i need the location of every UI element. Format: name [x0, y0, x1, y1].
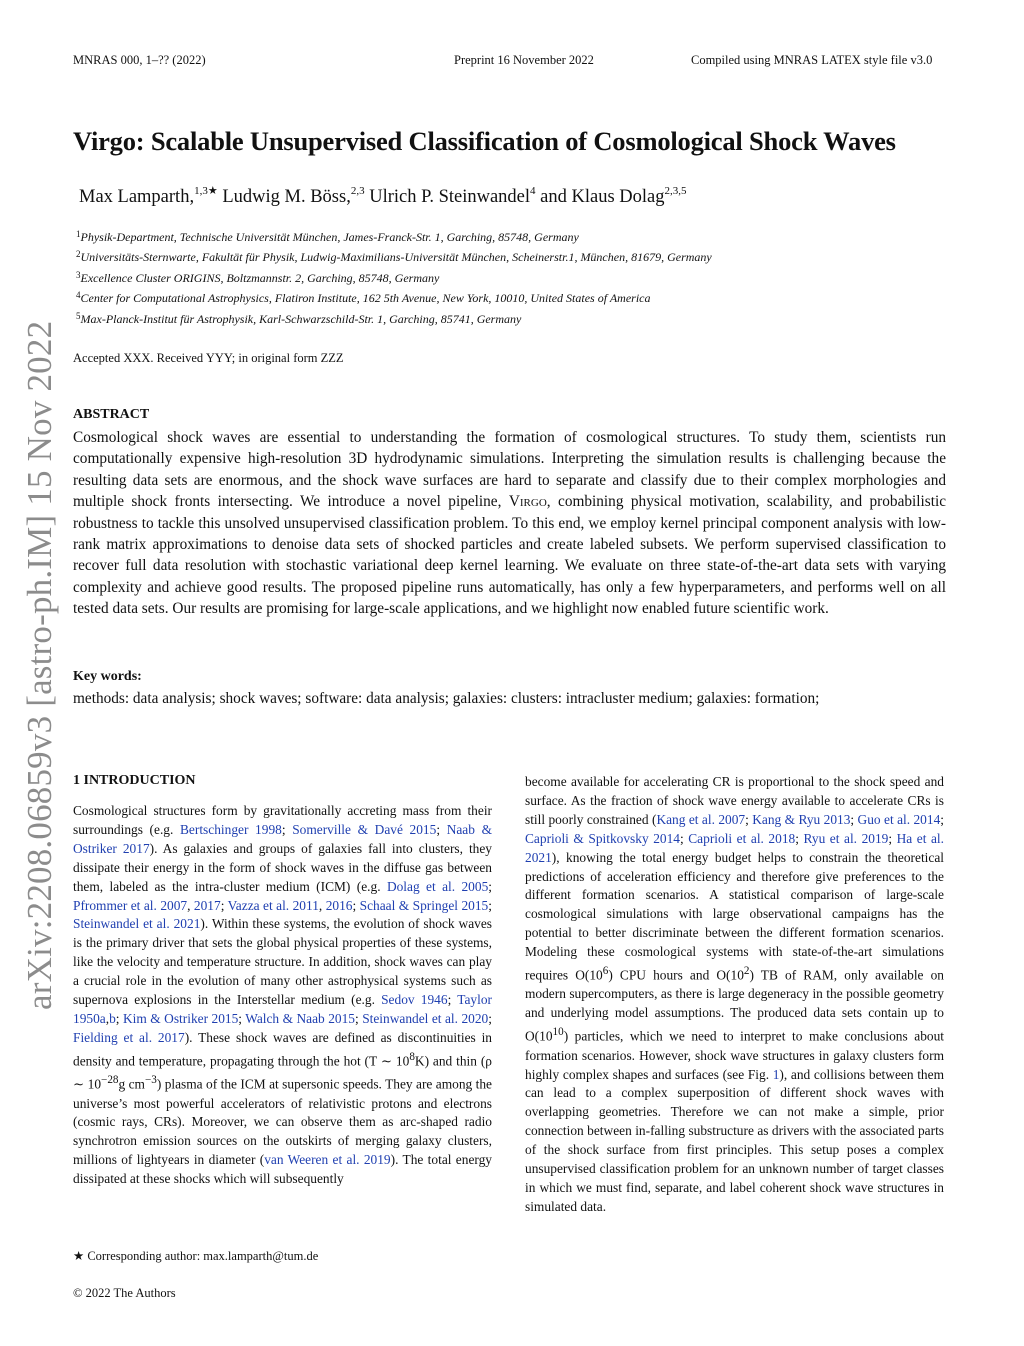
body-text: ). These shock waves are defined as discontinuities in density and temperature, propagating through the hot (T ∼ 10 [73, 1029, 493, 1069]
running-header-center: Preprint 16 November 2022 [454, 53, 594, 67]
pipeline-name: Virgo [508, 493, 547, 511]
body-text: ; [940, 811, 944, 827]
intro-left-column [73, 802, 492, 1189]
affiliation-text: Max-Planck-Institut für Astrophysik, Karl-Schwarzschild-Str. 1, Garching, 85741, Germany [80, 311, 522, 326]
body-text: ; [238, 1010, 246, 1026]
body-text: ; [352, 897, 360, 913]
affiliation [76, 226, 712, 246]
abstract-text: , combining physical motivation, scalability, and probabilistic robustness to tackle this unsolved unsupervised classification problem. To this end, we employ kernel principal component analysis with low-rank matrix approximations to denoise data sets of shocked particles and create labeled subsets. We perform supervised classification to recover full data resolution with stochastic variational deep kernel learning. We evaluate on three state-of-the-art data sets with varying complexity and achieve good results. The proposed pipeline runs automatically, has only a few hyperparameters, and performs well on all tested data sets. Our results are promising for large-scale applications, and we highlight now enabled future scientific work. [73, 493, 946, 618]
citation-link[interactable]: Bertschinger 1998 [180, 821, 282, 837]
author-list [79, 184, 687, 208]
affiliation-number: 5 [76, 310, 81, 321]
exponent: 6 [602, 965, 609, 978]
citation-link[interactable]: Dolag et al. 2005 [386, 878, 489, 894]
body-text: , [105, 1010, 110, 1026]
affiliation-text: Center for Computational Astrophysics, Flatiron Institute, 162 5th Avenue, New York, 10010, United States of America [80, 291, 651, 306]
citation-link[interactable]: 2017 [193, 897, 221, 913]
citation-link[interactable]: Kim & Ostriker 2015 [123, 1010, 239, 1026]
citation-link[interactable]: 2016 [325, 897, 353, 913]
body-text: ; [115, 1010, 123, 1026]
citation-link[interactable]: Walch & Naab 2015 [245, 1010, 355, 1026]
body-text: ; [281, 821, 293, 837]
citation-link[interactable]: Vazza et al. 2011 [227, 897, 319, 913]
running-header-right: Compiled using MNRAS LATEX style file v3.0 [691, 53, 933, 67]
body-text: ; [888, 830, 897, 846]
citation-link[interactable]: Kang et al. 2007 [656, 811, 746, 827]
body-text: ; [488, 878, 492, 894]
author-name: Ludwig M. Böss, [222, 187, 351, 207]
corresponding-author-footnote: ★ Corresponding author: max.lamparth@tum.de [73, 1249, 319, 1263]
citation-link[interactable]: Steinwandel et al. 2021 [73, 916, 201, 932]
author-name: Ulrich P. Steinwandel [369, 187, 531, 207]
author-name: Max Lamparth, [79, 187, 195, 207]
body-text: ). As galaxies and groups of galaxies fall into clusters, they dissipate their energy in the form of shock waves in the diffuse gas between them, labeled as the intra-cluster medium (ICM) (e.g. [73, 840, 492, 894]
body-text: ; [745, 811, 753, 827]
citation-link[interactable]: Caprioli et al. 2018 [688, 830, 796, 846]
exponent: −28 [101, 1074, 119, 1087]
author-affil-marker: 4 [530, 185, 536, 197]
affiliation [76, 308, 712, 328]
affiliation-text: Universitäts-Sternwarte, Fakultät für Physik, Ludwig-Maximilians-Universität München, Scheinerstr.1, München, 81679, Germany [80, 250, 712, 265]
body-text: ), knowing the total energy budget helps to constrain the theoretical predictions of acceleration efficiency and therefore give preferences to the different formation scenarios. A statistical comparison of large-scale cosmological simulations with large observational campaigns has the potential to better discriminate between the different formation scenarios. Modeling these cosmological systems with state-of-the-art simulations requires O(10 [525, 849, 944, 983]
citation-link[interactable]: Caprioli & Spitkovsky 2014 [525, 830, 680, 846]
abstract-text: Cosmological shock waves are essential to understanding the formation of cosmological structures. To study them, scientists run computationally expensive high-resolution 3D hydrodynamic simulations. Interpreting the simulation results is challenging because the resulting data sets are enormous, and the shock wave surfaces are hard to separate and classify due to their complex morphologies and multiple shock fronts intersecting. We introduce a novel pipeline, [73, 429, 946, 511]
citation-link[interactable]: Fielding et al. 2017 [73, 1029, 185, 1045]
citation-link[interactable]: Kang & Ryu 2013 [752, 811, 851, 827]
affiliation-list [76, 226, 712, 328]
intro-right-column [525, 773, 944, 1217]
body-text: K) and thin (ρ ∼ 10 [73, 1053, 492, 1092]
body-text: g cm [118, 1076, 145, 1092]
body-text: Cosmological structures form by gravitationally accreting mass from their surroundings (e.g. [73, 803, 492, 837]
body-text: ). The total energy dissipated at these shocks which will subsequently [73, 1152, 492, 1187]
body-text: ; [447, 992, 458, 1008]
citation-link[interactable]: Naab & Ostriker 2017 [73, 821, 492, 856]
copyright-notice: © 2022 The Authors [73, 1286, 176, 1300]
author-affil-marker: 1,3★ [194, 185, 218, 197]
citation-link[interactable]: Guo et al. 2014 [857, 811, 941, 827]
submission-history: Accepted XXX. Received YYY; in original form ZZZ [73, 351, 344, 365]
citation-link[interactable]: Ha et al. 2021 [525, 830, 944, 865]
affiliation-text: Excellence Cluster ORIGINS, Boltzmannstr. 2, Garching, 85748, Germany [80, 270, 440, 285]
body-text: ). Within these systems, the evolution of shock waves is the primary driver that sets the global physical properties of these systems, like the velocity and temperature structure. In addition, shock waves can play a crucial role in the evolution of many other astrophysical systems such as supernova explosions in the Interstellar medium (e.g. [73, 916, 492, 1008]
citation-link[interactable]: Taylor 1950a [73, 992, 492, 1026]
body-text: ; [488, 1010, 492, 1026]
affiliation [76, 246, 712, 266]
section-heading-introduction: 1 INTRODUCTION [73, 773, 196, 788]
affiliation-number: 3 [76, 269, 81, 280]
figure-link[interactable]: 1 [772, 1066, 780, 1082]
affiliation [76, 267, 712, 287]
body-text: become available for accelerating CR is proportional to the shock speed and surface. As the fraction of shock wave energy available to accelerate CRs is still poorly constrained ( [525, 774, 944, 827]
arxiv-side-stamp: arXiv:2208.06859v3 [astro-ph.IM] 15 Nov 2022 [20, 320, 59, 1010]
affiliation-text: Physik-Department, Technische Universität München, James-Franck-Str. 1, Garching, 85748, Germany [80, 230, 579, 244]
abstract-body [73, 427, 946, 620]
body-text: ; [354, 1010, 363, 1026]
body-text: ) particles, which we need to interpret to make conclusions about formation scenarios. However, shock wave structures in galaxy clusters form highly complex shapes and surfaces (see Fig. [525, 1028, 944, 1082]
keywords-text: methods: data analysis; shock waves; software: data analysis; galaxies: clusters: intracluster medium; galaxies: formation; [73, 690, 820, 707]
author-affil-marker: 2,3,5 [664, 185, 687, 197]
body-text: ) CPU hours and O(10 [608, 967, 744, 983]
running-header-left: MNRAS 000, 1–?? (2022) [73, 53, 206, 67]
body-text: ; [850, 811, 858, 827]
affiliation [76, 287, 712, 307]
affiliation-number: 2 [76, 249, 81, 260]
citation-link[interactable]: Ryu et al. 2019 [803, 830, 889, 846]
exponent: 8 [409, 1050, 415, 1063]
body-text: ) plasma of the ICM at supersonic speeds. They are among the universe’s most powerful accelerators of relativistic protons and electrons (cosmic rays, CRs). Moreover, we can observe them as arc-shaped radio synchrotron emission sources on the outskirts of merging galaxy clusters, millions of lightyears in diameter ( [73, 1076, 492, 1168]
body-text: ), and collisions between them can lead to a complex superposition of different shock waves with overlapping geometries. Therefore we can not make a simple, prior connection between in-falling substructure as drivers with the associated parts of the shock surface from first principles. This setup poses a complex unsupervised classification problem for an unknown number of target classes in which we must find, separate, and label coherent shock wave structures in simulated data. [525, 1066, 944, 1214]
author-affil-marker: 2,3 [350, 185, 365, 197]
citation-link[interactable]: Schaal & Springel 2015 [359, 897, 489, 913]
body-text: ; [436, 821, 447, 837]
body-text: , [318, 897, 326, 913]
citation-link[interactable]: Somerville & Davé 2015 [292, 821, 437, 837]
citation-link[interactable]: Sedov 1946 [381, 992, 448, 1008]
author-name: and Klaus Dolag [540, 187, 665, 207]
body-text: ; [220, 897, 228, 913]
exponent: 2 [743, 965, 750, 978]
body-text: ) TB of RAM, only available on modern supercomputers, as there is large degeneracy in the possible geometry and underlying model assumptions. The produced data sets contain up to O(10 [525, 967, 944, 1044]
citation-link[interactable]: b [109, 1010, 116, 1026]
body-text: ; [488, 897, 492, 913]
body-text: ; [679, 830, 689, 846]
abstract-heading: ABSTRACT [73, 407, 150, 422]
exponent: 10 [552, 1026, 564, 1039]
affiliation-number: 1 [76, 229, 81, 239]
body-text: , [187, 897, 194, 913]
citation-link[interactable]: van Weeren et al. 2019 [264, 1152, 391, 1168]
affiliation-number: 4 [76, 290, 81, 301]
exponent: −3 [144, 1074, 157, 1087]
body-text: ; [795, 830, 804, 846]
citation-link[interactable]: Steinwandel et al. 2020 [362, 1010, 489, 1026]
citation-link[interactable]: Pfrommer et al. 2007 [73, 897, 188, 913]
keywords-heading: Key words: [73, 669, 142, 684]
paper-title: Virgo: Scalable Unsupervised Classification of Cosmological Shock Waves [73, 126, 896, 156]
